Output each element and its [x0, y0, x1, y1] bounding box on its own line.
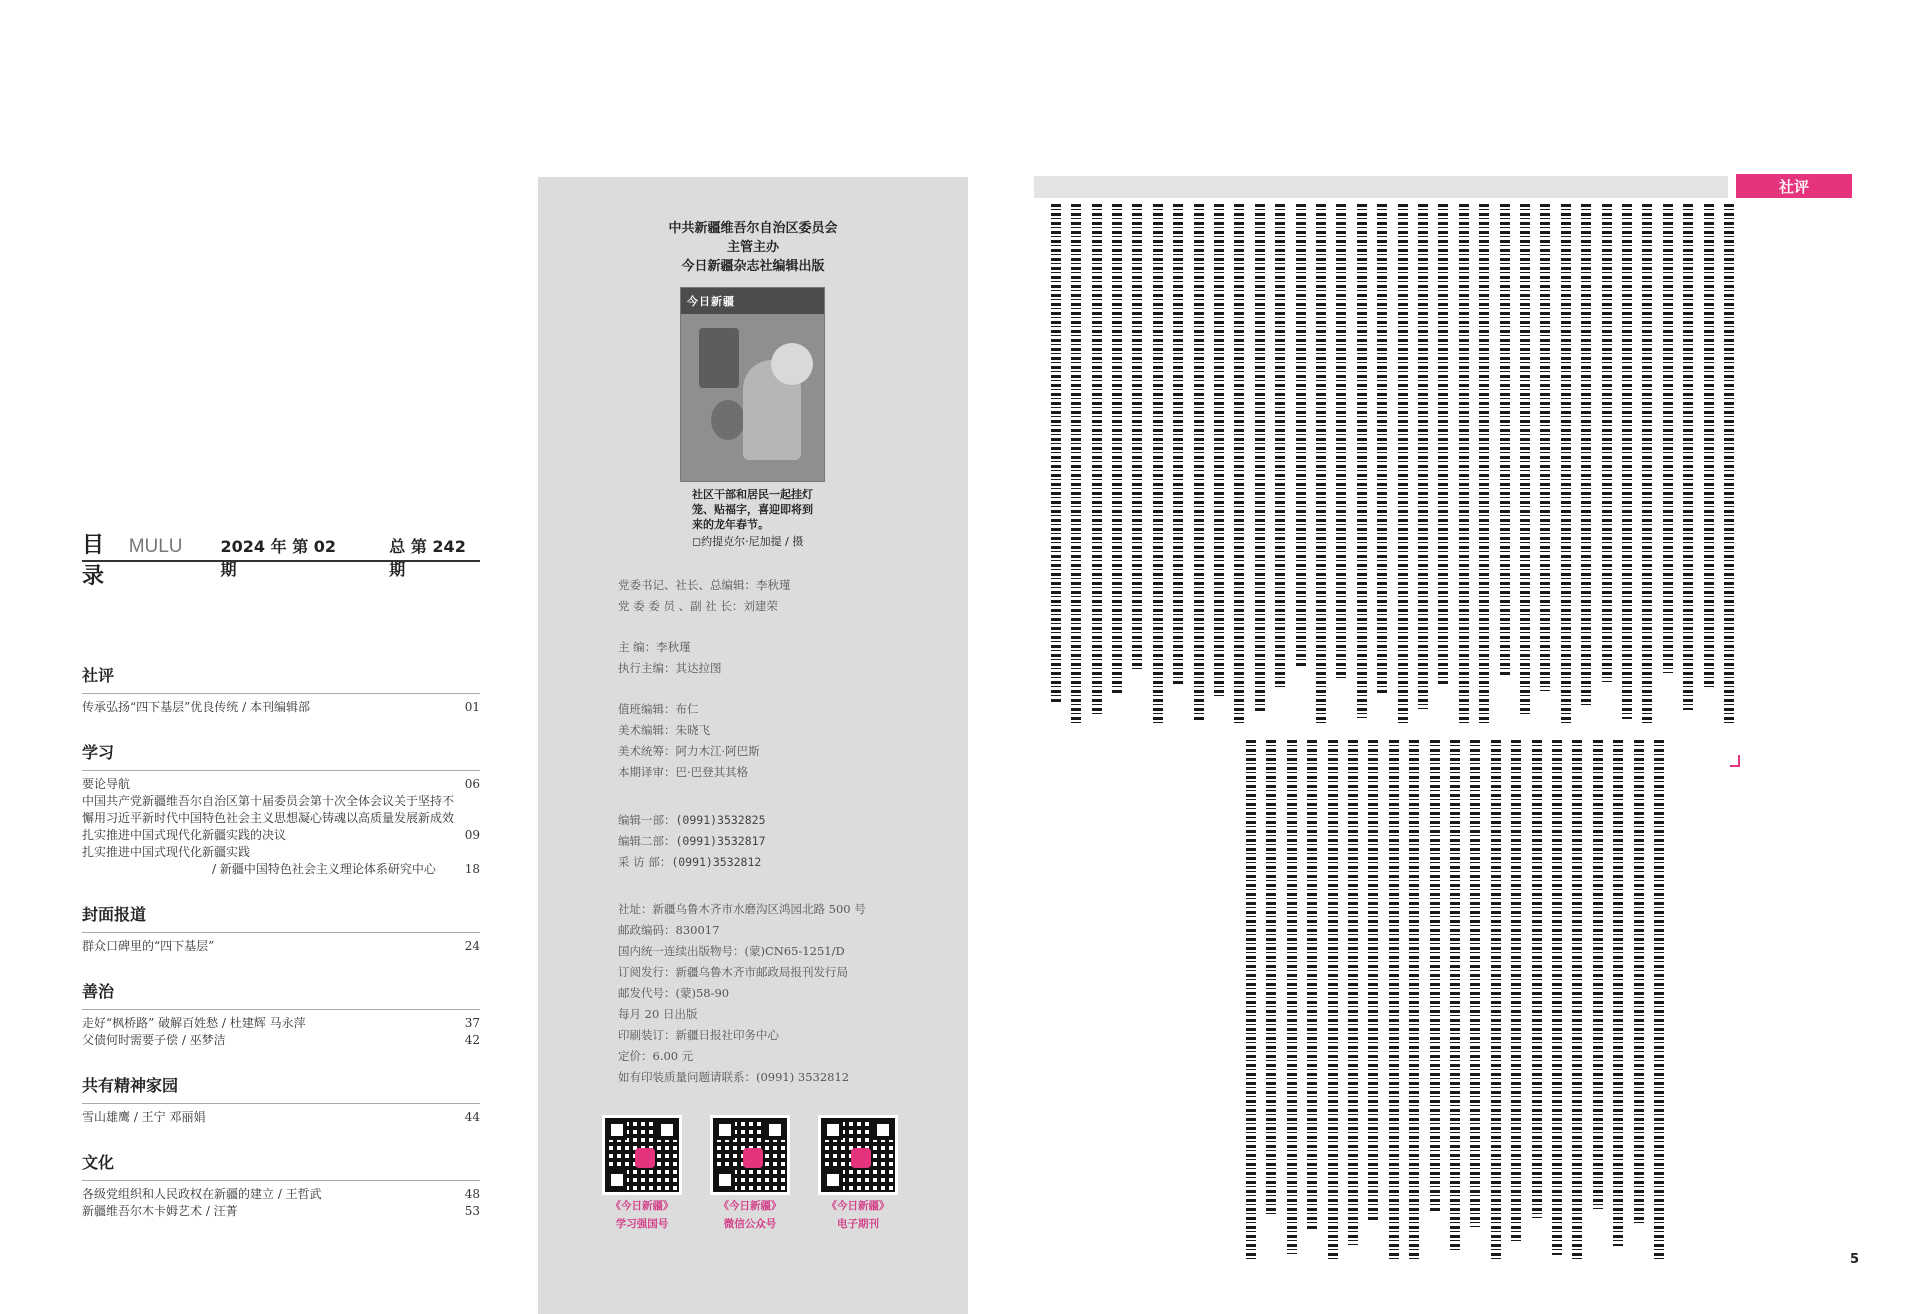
- cover-caption: 社区干部和居民一起挂灯笼、贴福字，喜迎即将到来的龙年春节。: [692, 488, 813, 531]
- qr-code-row: [600, 1115, 900, 1231]
- toc-section: [82, 663, 480, 716]
- toc-entry-title: 扎实推进中国式现代化新疆实践的决议: [82, 828, 287, 842]
- toc-divider: [82, 1180, 480, 1181]
- staff-line: 主 编：李秋瑾: [618, 640, 691, 654]
- toc-entry-page: [460, 793, 480, 810]
- toc-entry[interactable]: [82, 1015, 480, 1032]
- toc-entry-page: 06: [464, 777, 480, 791]
- mongolian-text-column: [1470, 740, 1480, 1227]
- mongolian-text-column: [1307, 740, 1317, 1231]
- toc-entry-title: 扎实推进中国式现代化新疆实践: [82, 845, 251, 859]
- mongolian-text-column: [1287, 740, 1297, 1254]
- mongolian-text-column: [1613, 740, 1623, 1246]
- info-line: 邮发代号：(蒙)58-90: [618, 986, 730, 1000]
- cover-masthead-band: [681, 288, 825, 314]
- qr-ejournal[interactable]: [816, 1115, 900, 1231]
- mongolian-text-column: [1430, 740, 1440, 1213]
- mongolian-text-column: [1581, 204, 1591, 705]
- mongolian-text-column: [1552, 740, 1562, 1255]
- toc-entry-page: 48: [464, 1187, 480, 1201]
- mongolian-text-column: [1683, 204, 1693, 710]
- info-line: 社址：新疆乌鲁木齐市水磨沟区鸿园北路 500 号: [618, 902, 866, 916]
- page-number: 5: [1850, 1252, 1860, 1267]
- staff-line: 美术编辑：朱晓飞: [618, 723, 710, 737]
- toc-divider: [82, 770, 480, 771]
- mongolian-text-column: [1654, 740, 1664, 1260]
- toc-entry-title: 走好“枫桥路” 破解百姓愁 / 杜建辉 马永萍: [82, 1016, 306, 1030]
- header-bar: [1034, 176, 1728, 198]
- phone-label: 编辑一部：: [618, 813, 676, 827]
- section-tab-label: 社评: [1778, 177, 1809, 196]
- mongolian-text-column: [1266, 740, 1276, 1217]
- toc-section: [82, 740, 480, 878]
- toc-header: [82, 528, 480, 589]
- qr-label: 《今日新疆》: [610, 1200, 674, 1212]
- info-line: 如有印装质量问题请联系：(0991) 3532812: [618, 1070, 850, 1084]
- masthead-panel: [538, 177, 968, 1314]
- toc-section: [82, 979, 480, 1049]
- toc-entry-page: 24: [464, 939, 480, 953]
- mongolian-text-column: [1357, 204, 1367, 718]
- staff-list-leadership: [618, 575, 791, 617]
- toc-entry[interactable]: [82, 699, 480, 716]
- cover-thumbnail[interactable]: [680, 287, 825, 482]
- toc-entry[interactable]: [82, 827, 480, 844]
- phone-label: 采 访 部：: [618, 855, 672, 869]
- mongolian-text-column: [1132, 204, 1142, 671]
- phone-list: [618, 810, 766, 873]
- staff-line: 执行主编：其达拉图: [618, 661, 722, 675]
- mongolian-text-column: [1389, 740, 1399, 1259]
- toc-entry[interactable]: [82, 776, 480, 793]
- mongolian-text-column: [1316, 204, 1326, 724]
- toc-divider: [82, 1103, 480, 1104]
- toc-entry-title: 雪山雄鹰 / 王宁 邓丽娟: [82, 1110, 206, 1124]
- mongolian-text-column: [1275, 204, 1285, 690]
- publisher-line: 主管主办: [726, 240, 779, 255]
- toc-title-latin: MULU: [128, 536, 183, 557]
- qr-code-icon[interactable]: [710, 1115, 790, 1195]
- total-issue-number: 总 第 242 期: [389, 537, 466, 579]
- mongolian-text-column: [1520, 204, 1530, 714]
- qr-label: 《今日新疆》: [826, 1200, 890, 1212]
- mongolian-text-column: [1704, 204, 1714, 687]
- cover-photo-shape: [771, 343, 813, 385]
- mongolian-text-column: [1593, 740, 1603, 1209]
- mongolian-text-column: [1336, 204, 1346, 681]
- toc-section-title: 社评: [82, 666, 115, 685]
- toc-entry-title: 要论导航: [82, 777, 131, 791]
- phone-line: [618, 810, 766, 831]
- mongolian-text-column: [1491, 740, 1501, 1260]
- staff-list-issue: [618, 699, 760, 783]
- section-tab: [1736, 174, 1852, 198]
- mongolian-text-column: [1112, 204, 1122, 694]
- toc-entry-page: [460, 810, 480, 827]
- toc-entry-page: 18: [464, 862, 480, 876]
- mongolian-text-column: [1214, 204, 1224, 699]
- toc-sections: [82, 663, 480, 1244]
- mongolian-text-column: [1153, 204, 1163, 724]
- info-line: 定价：6.00 元: [618, 1049, 694, 1063]
- toc-section: [82, 902, 480, 955]
- qr-label: 学习强国号: [615, 1218, 669, 1230]
- info-line: 每月 20 日出版: [618, 1007, 698, 1021]
- mongolian-text-column: [1663, 204, 1673, 673]
- mongolian-text-column: [1532, 740, 1542, 1218]
- toc-entry-title: 中国共产党新疆维吾尔自治区第十届委员会第十次全体会议关于坚持不: [82, 794, 455, 808]
- toc-section-title: 善治: [82, 982, 115, 1001]
- mongolian-text-column: [1634, 740, 1644, 1223]
- mongolian-text-column: [1511, 740, 1521, 1241]
- toc-divider: [82, 693, 480, 694]
- mongolian-text-column: [1092, 204, 1102, 717]
- qr-label: 微信公众号: [723, 1218, 777, 1230]
- qr-code-icon[interactable]: [602, 1115, 682, 1195]
- mongolian-text-column: [1459, 204, 1469, 723]
- mongolian-text-column: [1540, 204, 1550, 691]
- mongolian-text-column: [1051, 204, 1061, 703]
- info-line: 印刷装订：新疆日报社印务中心: [618, 1028, 779, 1042]
- toc-section-title: 共有精神家园: [82, 1076, 179, 1095]
- phone-line: [618, 852, 766, 873]
- qr-code-icon[interactable]: [818, 1115, 898, 1195]
- staff-line: 美术统筹：阿力木江·阿巴斯: [618, 744, 760, 758]
- staff-line: 值班编辑：布仁: [618, 702, 699, 716]
- phone-line: [618, 831, 766, 852]
- toc-section: [82, 1150, 480, 1220]
- mongolian-text-column: [1409, 740, 1419, 1260]
- toc-entry-title: 父债何时需要子偿 / 巫梦洁: [82, 1033, 226, 1047]
- publisher-line: 中共新疆维吾尔自治区委员会: [668, 221, 838, 236]
- toc-entry-title: 群众口碑里的“四下基层”: [82, 939, 215, 953]
- mongolian-text-column: [1071, 204, 1081, 724]
- mongolian-text-column: [1368, 740, 1378, 1222]
- mongolian-text-column: [1642, 204, 1652, 724]
- mongolian-text-column: [1194, 204, 1204, 722]
- mongolian-text-column: [1724, 204, 1734, 724]
- staff-line: 党 委 委 员 、副 社 长：刘建荣: [618, 599, 778, 613]
- toc-entry[interactable]: [82, 1186, 480, 1203]
- qr-xuexi[interactable]: [600, 1115, 684, 1231]
- toc-entry-page: 37: [464, 1016, 480, 1030]
- info-line: 邮政编码：830017: [618, 923, 720, 937]
- toc-entry-page: 42: [464, 1033, 480, 1047]
- toc-divider: [82, 932, 480, 933]
- toc-entry[interactable]: [82, 1032, 480, 1049]
- staff-list-editors: [618, 637, 722, 679]
- mongolian-text-column: [1418, 204, 1428, 709]
- toc-section-title: 学习: [82, 743, 115, 762]
- paragraph-end-mark-icon: [1730, 755, 1740, 767]
- toc-entry[interactable]: [82, 938, 480, 955]
- mongolian-text-column: [1500, 204, 1510, 677]
- toc-entry[interactable]: [82, 793, 480, 810]
- mongolian-text-column: [1622, 204, 1632, 719]
- toc-entry-page: 09: [464, 828, 480, 842]
- toc-section: [82, 1073, 480, 1126]
- publication-info: [618, 899, 866, 1088]
- mongolian-text-column: [1234, 204, 1244, 724]
- issue-number: 2024 年 第 02 期: [220, 537, 337, 579]
- mongolian-text-column: [1328, 740, 1338, 1260]
- toc-entry-title: 新疆维吾尔木卡姆艺术 / 汪菁: [82, 1204, 238, 1218]
- toc-entry[interactable]: [82, 861, 480, 878]
- publisher-block: [538, 219, 968, 276]
- qr-label: 电子期刊: [837, 1218, 879, 1230]
- toc-entry-page: 53: [464, 1204, 480, 1218]
- mongolian-text-column: [1572, 740, 1582, 1260]
- lantern-icon: [711, 400, 745, 440]
- toc-entry[interactable]: [82, 1109, 480, 1126]
- mongolian-text-column: [1377, 204, 1387, 695]
- cover-logo: 今日新疆: [687, 295, 735, 308]
- toc-entry[interactable]: [82, 844, 480, 861]
- toc-entry[interactable]: [82, 1203, 480, 1220]
- mongolian-text-column: [1479, 204, 1489, 724]
- mongolian-text-column: [1296, 204, 1306, 667]
- mongolian-text-column: [1602, 204, 1612, 682]
- info-line: 订阅发行：新疆乌鲁木齐市邮政局报刊发行局: [618, 965, 848, 979]
- table-of-contents: [82, 528, 480, 1218]
- toc-entry-title: 各级党组织和人民政权在新疆的建立 / 王哲武: [82, 1187, 322, 1201]
- phone-number: (0991)3532825: [675, 813, 766, 827]
- toc-entry-title: 懈用习近平新时代中国特色社会主义思想凝心铸魂以高质量发展新成效: [82, 811, 455, 825]
- mongolian-text-column: [1438, 204, 1448, 686]
- photo-credit: ◻约提克尔·尼加提 / 摄: [692, 535, 804, 548]
- phone-label: 编辑二部：: [618, 834, 676, 848]
- mongolian-text-column: [1450, 740, 1460, 1250]
- publisher-line: 今日新疆杂志社编辑出版: [681, 259, 825, 274]
- qr-label: 《今日新疆》: [718, 1200, 782, 1212]
- info-line: 国内统一连续出版物号：(蒙)CN65-1251/D: [618, 944, 845, 958]
- phone-number: (0991)3532817: [675, 834, 766, 848]
- editorial-page: [1034, 170, 1864, 1310]
- toc-section-title: 封面报道: [82, 905, 147, 924]
- toc-entry-page: 44: [464, 1110, 480, 1124]
- toc-entry-title: / 新疆中国特色社会主义理论体系研究中心: [212, 862, 436, 876]
- staff-line: 党委书记、社长、总编辑：李秋瑾: [618, 578, 791, 592]
- staff-line: 本期译审：巴·巴登其其格: [618, 765, 749, 779]
- toc-entry[interactable]: [82, 810, 480, 827]
- toc-entry-title: 传承弘扬“四下基层”优良传统 / 本刊编辑部: [82, 700, 310, 714]
- cover-photo-shape: [699, 328, 739, 388]
- mongolian-text-column: [1246, 740, 1256, 1260]
- mongolian-text-column: [1173, 204, 1183, 685]
- mongolian-text-column: [1561, 204, 1571, 724]
- toc-entry-page: [460, 844, 480, 861]
- toc-title: 目录: [82, 533, 105, 589]
- mongolian-text-column: [1255, 204, 1265, 713]
- toc-divider: [82, 1009, 480, 1010]
- mongolian-text-column: [1348, 740, 1358, 1245]
- toc-entry-page: 01: [464, 700, 480, 714]
- qr-wechat[interactable]: [708, 1115, 792, 1231]
- toc-section-title: 文化: [82, 1153, 115, 1172]
- mongolian-text-column: [1398, 204, 1408, 724]
- phone-number: (0991)3532812: [671, 855, 762, 869]
